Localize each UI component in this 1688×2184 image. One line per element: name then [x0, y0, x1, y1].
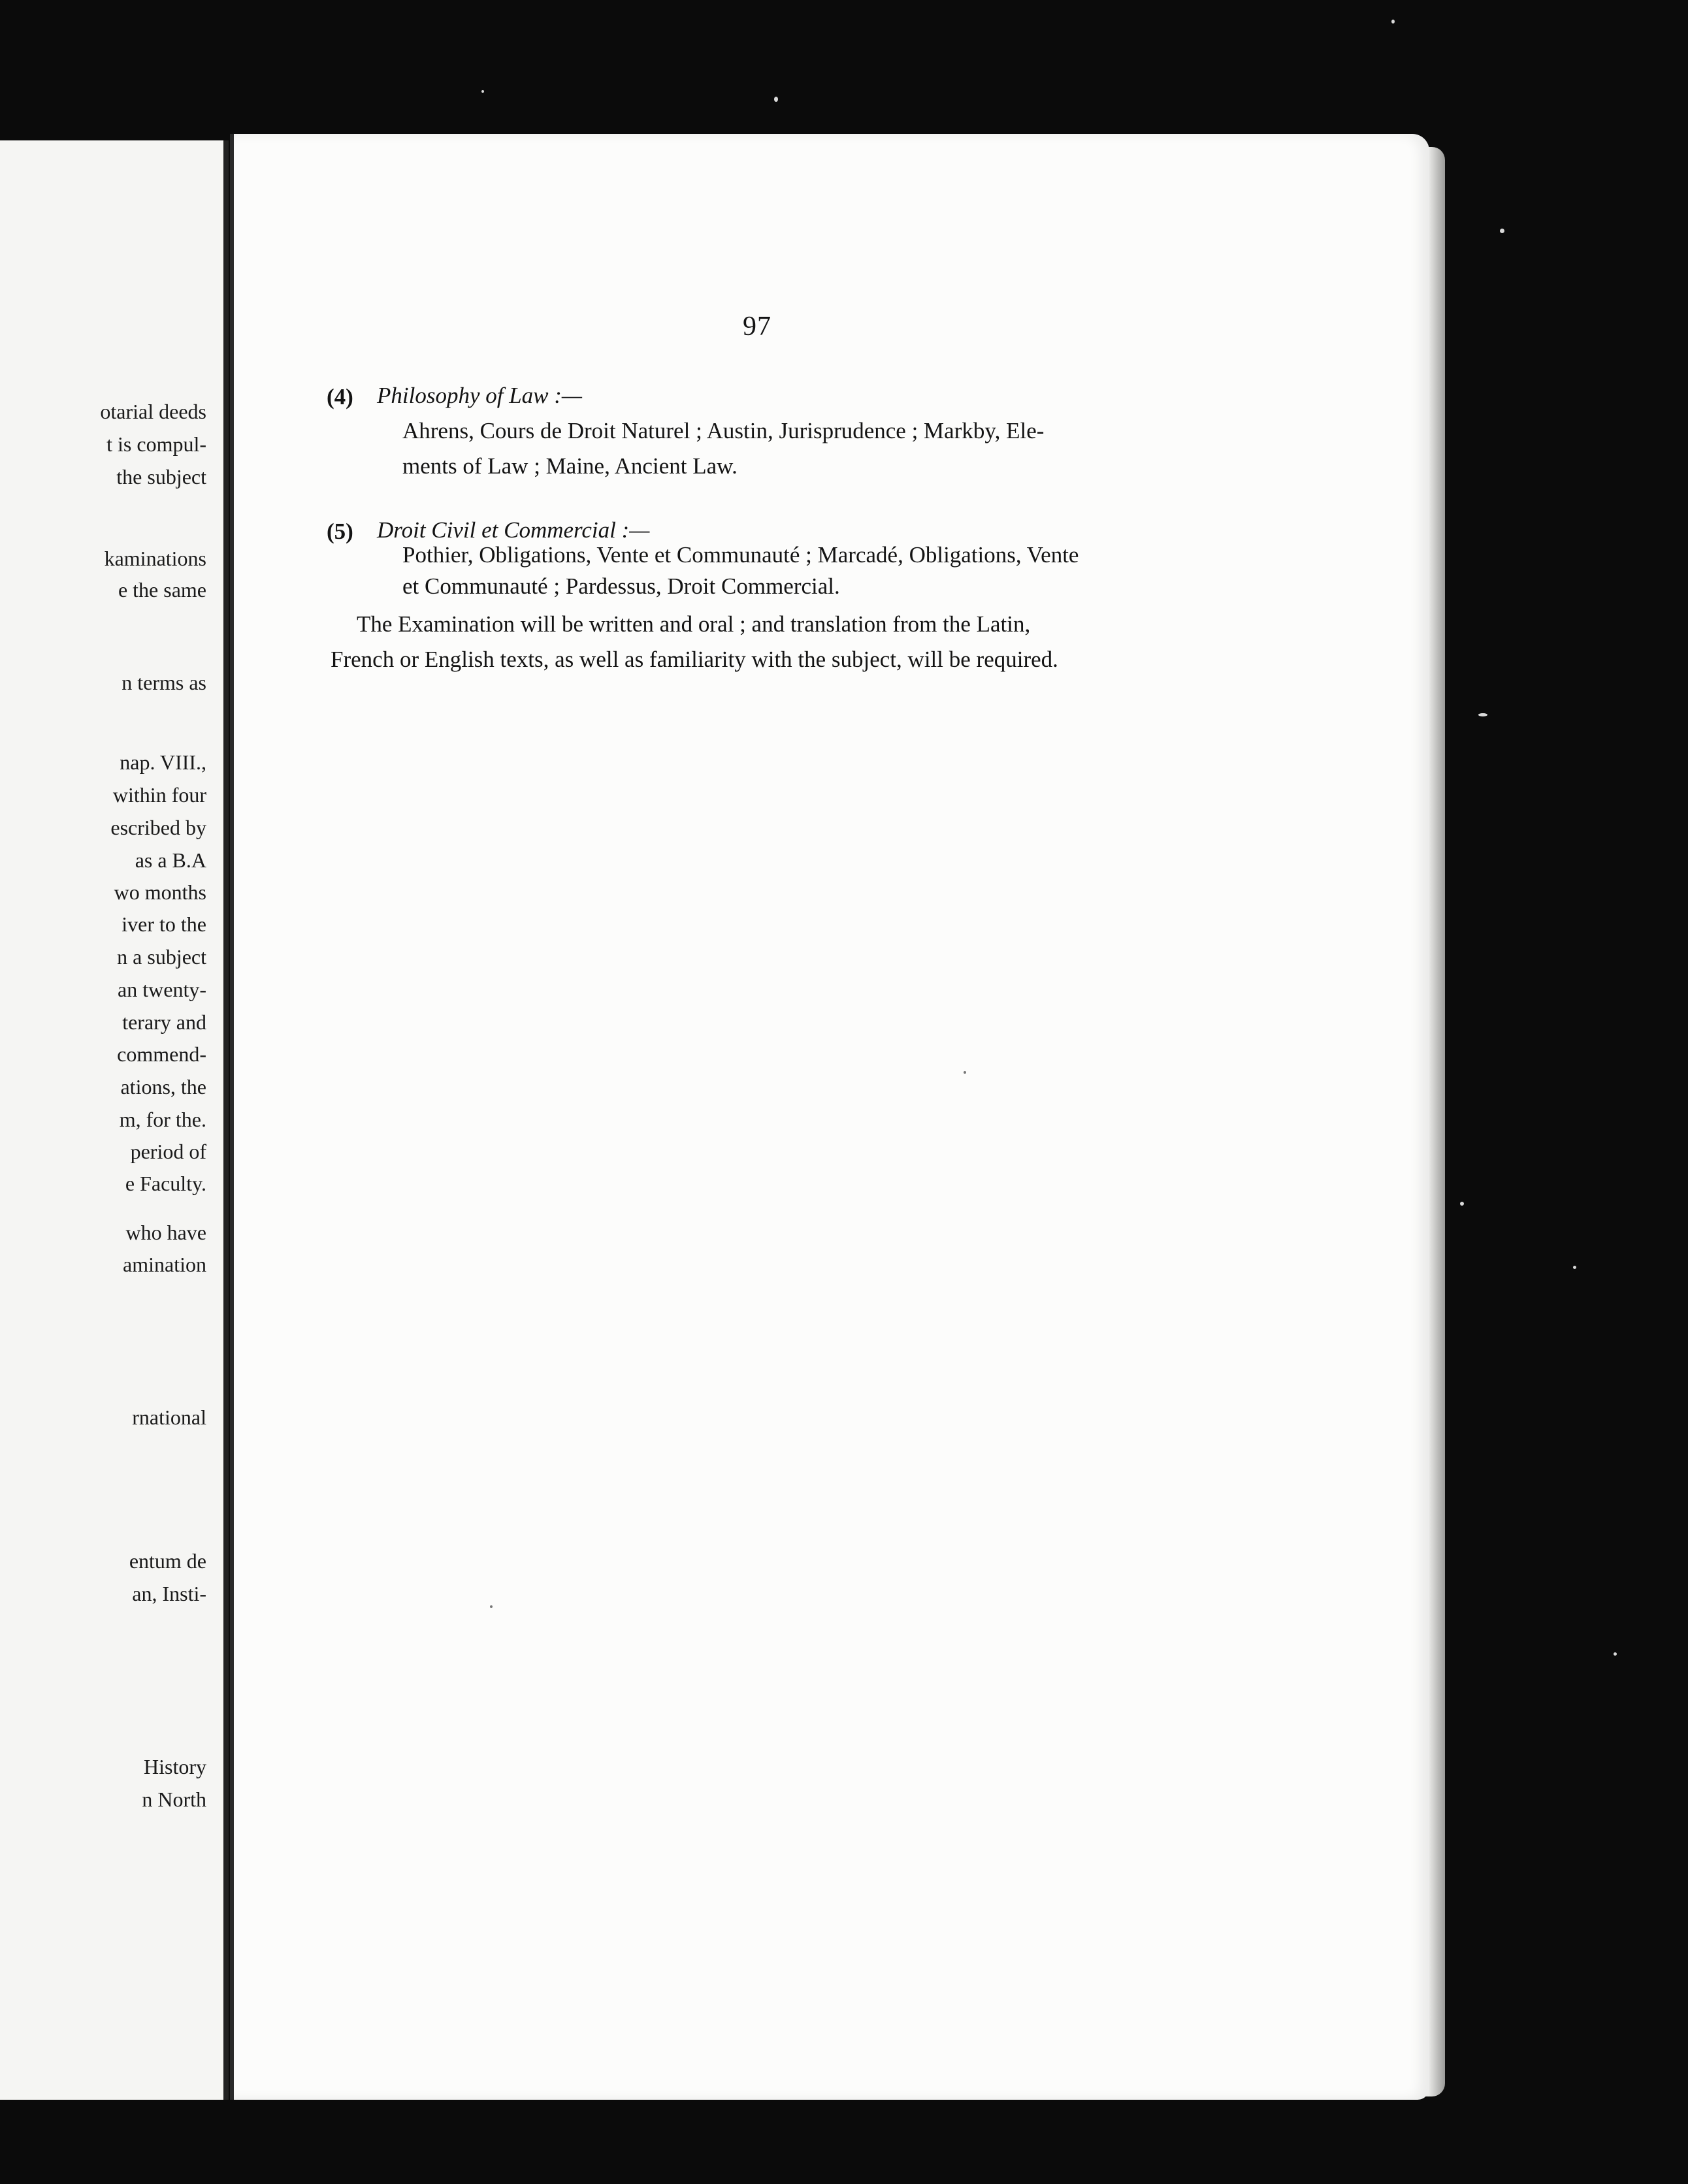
- left-line: an twenty-: [118, 978, 206, 1001]
- closing-line-1: The Examination will be written and oral ; and translation from the Latin,: [357, 611, 1031, 637]
- dust-speck: [1573, 1266, 1576, 1269]
- left-line: ations, the: [120, 1075, 206, 1099]
- left-line: e Faculty.: [125, 1172, 206, 1195]
- section-5-heading: Droit Civil et Commercial :—: [377, 517, 650, 543]
- left-line: the subject: [116, 465, 206, 489]
- left-line: who have: [125, 1221, 206, 1244]
- section-5-line-1: Pothier, Obligations, Vente et Communauté ; Marcadé, Obligations, Vente: [402, 542, 1079, 568]
- dust-speck: [1460, 1202, 1464, 1206]
- left-line: amination: [123, 1253, 206, 1276]
- left-line: kaminations: [104, 547, 206, 570]
- section-4-heading: Philosophy of Law :—: [377, 383, 583, 408]
- section-4-number: (4): [327, 384, 353, 410]
- page-number: 97: [743, 312, 771, 342]
- left-line: an, Insti-: [132, 1582, 206, 1605]
- left-line: n North: [142, 1788, 206, 1811]
- section-4-line-1: Ahrens, Cours de Droit Naturel ; Austin, Jurisprudence ; Markby, Ele-: [402, 418, 1045, 443]
- left-line: entum de: [129, 1549, 206, 1573]
- left-line: iver to the: [122, 912, 206, 936]
- left-line: wo months: [114, 880, 206, 904]
- dust-speck: [1500, 229, 1504, 233]
- dust-speck: [481, 90, 484, 93]
- left-line: History: [144, 1755, 206, 1778]
- closing-line-2: French or English texts, as well as familiarity with the subject, will be required.: [331, 647, 1058, 672]
- left-line: m, for the.: [119, 1108, 206, 1131]
- section-5-line-2: et Communauté ; Pardessus, Droit Commercial.: [402, 573, 840, 599]
- section-4-line-2: ments of Law ; Maine, Ancient Law.: [402, 453, 738, 479]
- left-line: e the same: [118, 578, 206, 602]
- section-5-number: (5): [327, 519, 353, 544]
- dust-speck: [1614, 1652, 1617, 1656]
- dust-speck: [1391, 20, 1395, 24]
- left-line: nap. VIII.,: [120, 750, 206, 774]
- dust-speck: [774, 97, 778, 102]
- left-line: rnational: [132, 1405, 206, 1429]
- left-facing-page: [0, 140, 229, 2100]
- dust-speck: [964, 1071, 966, 1074]
- left-line: commend-: [117, 1042, 206, 1066]
- dust-speck: [1478, 713, 1487, 716]
- left-line: within four: [112, 783, 206, 807]
- left-line: t is compul-: [106, 432, 206, 456]
- left-line: n a subject: [117, 945, 206, 969]
- dust-speck: [490, 1605, 493, 1608]
- left-line: terary and: [122, 1010, 206, 1034]
- left-line: period of: [130, 1140, 206, 1163]
- left-line: escribed by: [110, 816, 206, 839]
- left-line: n terms as: [122, 671, 206, 694]
- left-line: as a B.A: [135, 848, 206, 872]
- left-line: otarial deeds: [100, 400, 206, 423]
